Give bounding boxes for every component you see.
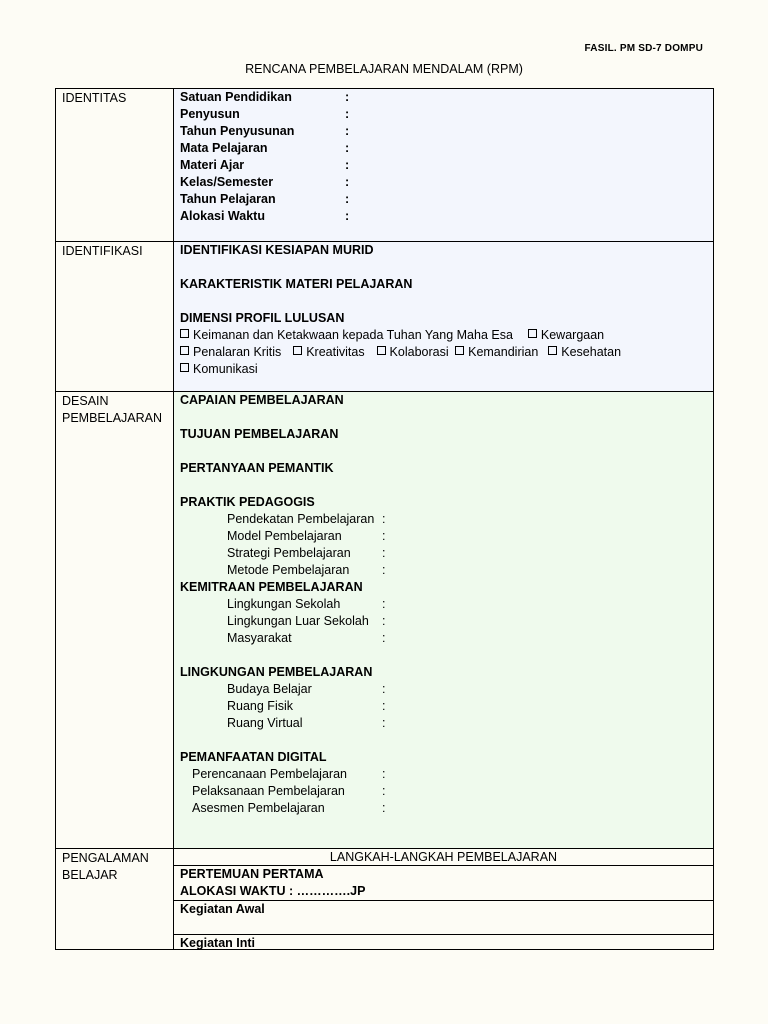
desain-content — [174, 392, 713, 848]
document-title: RENCANA PEMBELAJARAN MENDALAM (RPM) — [245, 62, 523, 76]
digital-item: Asesmen Pembelajaran : — [192, 801, 386, 815]
kemitraan-item: Masyarakat : — [227, 631, 386, 645]
pengalaman-row — [56, 849, 713, 949]
lingkungan-item: Budaya Belajar : — [227, 682, 386, 696]
capaian-heading: CAPAIAN PEMBELAJARAN — [180, 393, 344, 407]
digital-item: Pelaksanaan Pembelajaran : — [192, 784, 386, 798]
praktik-item: Metode Pembelajaran : — [227, 563, 386, 577]
pengalaman-label: PENGALAMAN BELAJAR — [56, 849, 174, 949]
langkah-heading: LANGKAH-LANGKAH PEMBELAJARAN — [174, 849, 713, 866]
identitas-content — [174, 89, 713, 241]
karakteristik-heading: KARAKTERISTIK MATERI PELAJARAN — [180, 277, 413, 291]
field-row: Satuan Pendidikan : — [180, 90, 350, 104]
desain-row — [56, 392, 713, 849]
lingkungan-item: Ruang Fisik : — [227, 699, 386, 713]
kemitraan-item: Lingkungan Sekolah : — [227, 597, 386, 611]
kesiapan-heading: IDENTIFIKASI KESIAPAN MURID — [180, 243, 374, 257]
checkbox[interactable] — [548, 346, 557, 355]
lingkungan-heading: LINGKUNGAN PEMBELAJARAN — [180, 665, 373, 679]
digital-heading: PEMANFAATAN DIGITAL — [180, 750, 327, 764]
field-row: Tahun Pelajaran : — [180, 192, 350, 206]
praktik-heading: PRAKTIK PEDAGOGIS — [180, 495, 315, 509]
checkbox[interactable] — [180, 363, 189, 372]
field-row: Mata Pelajaran : — [180, 141, 350, 155]
checkbox[interactable] — [377, 346, 386, 355]
dimensi-line: Penalaran Kritis Kreativitas Kolaborasi Kemandirian Kesehatan — [180, 344, 707, 361]
digital-item: Perencanaan Pembelajaran : — [192, 767, 386, 781]
checkbox[interactable] — [180, 329, 189, 338]
checkbox[interactable] — [528, 329, 537, 338]
dimensi-heading: DIMENSI PROFIL LULUSAN — [180, 311, 345, 325]
field-row: Kelas/Semester : — [180, 175, 350, 189]
kegiatan-inti-cell: Kegiatan Inti — [180, 936, 256, 950]
identifikasi-label: IDENTIFIKASI — [56, 242, 174, 391]
kegiatan-awal-cell: Kegiatan Awal — [174, 901, 713, 935]
rpm-table — [55, 88, 714, 950]
pengalaman-content — [174, 849, 713, 949]
field-row: Alokasi Waktu : — [180, 209, 350, 223]
pertanyaan-heading: PERTANYAAN PEMANTIK — [180, 461, 334, 475]
checkbox[interactable] — [293, 346, 302, 355]
lingkungan-item: Ruang Virtual : — [227, 716, 386, 730]
org-header: FASIL. PM SD-7 DOMPU — [584, 43, 703, 54]
field-row: Penyusun : — [180, 107, 350, 121]
kemitraan-heading: KEMITRAAN PEMBELAJARAN — [180, 580, 363, 594]
kemitraan-item: Lingkungan Luar Sekolah : — [227, 614, 386, 628]
checkbox[interactable] — [180, 346, 189, 355]
field-row: Materi Ajar : — [180, 158, 350, 172]
dimensi-line: Komunikasi — [180, 361, 707, 378]
praktik-item: Strategi Pembelajaran : — [227, 546, 386, 560]
tujuan-heading: TUJUAN PEMBELAJARAN — [180, 427, 339, 441]
pertemuan-cell: PERTEMUAN PERTAMA ALOKASI WAKTU : ………….JP — [174, 866, 713, 901]
praktik-item: Pendekatan Pembelajaran : — [227, 512, 386, 526]
dimensi-line: Keimanan dan Ketakwaan kepada Tuhan Yang Maha Esa Kewargaan — [180, 327, 707, 344]
praktik-item: Model Pembelajaran : — [227, 529, 386, 543]
identitas-label: IDENTITAS — [56, 89, 174, 241]
desain-label: DESAIN PEMBELAJARAN — [56, 392, 174, 848]
identifikasi-row — [56, 242, 713, 392]
identifikasi-content — [174, 242, 713, 391]
checkbox[interactable] — [455, 346, 464, 355]
field-row: Tahun Penyusunan : — [180, 124, 350, 138]
identitas-row — [56, 89, 713, 242]
